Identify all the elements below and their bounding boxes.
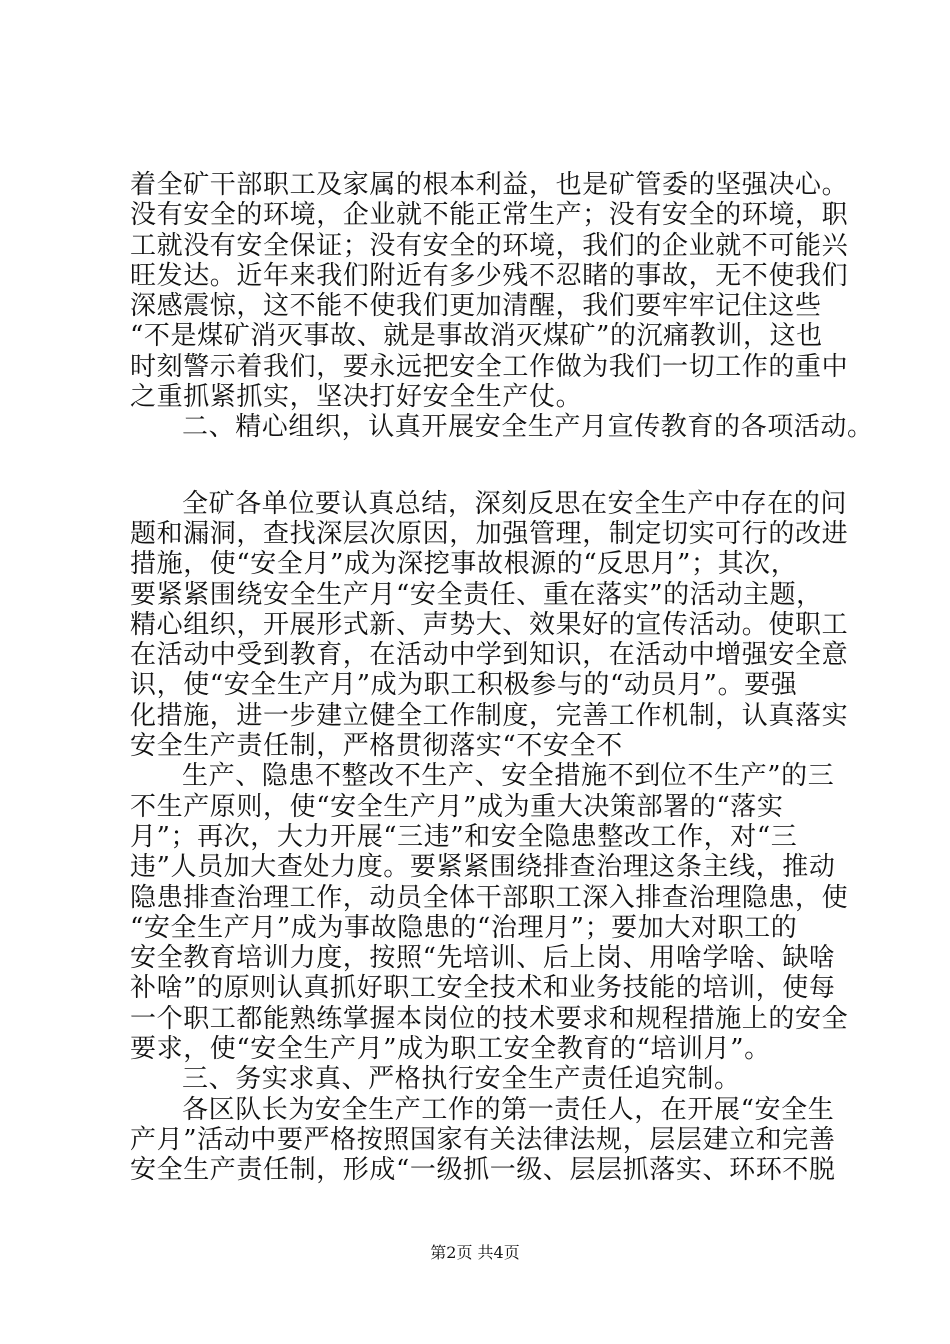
text-line: 旺发达。近年来我们附近有多少残不忍睹的事故，无不使我们	[130, 260, 849, 291]
text-line: 在活动中受到教育，在活动中学到知识，在活动中增强安全意	[130, 640, 849, 671]
text-line: 不生产原则，使“安全生产月”成为重大决策部署的“落实	[130, 791, 784, 822]
text-line: 精心组织，开展形式新、声势大、效果好的宣传活动。使职工	[130, 609, 849, 640]
text-line: “不是煤矿消灭事故、就是事故消灭煤矿”的沉痛教训，这也	[130, 321, 823, 352]
text-line: 要求，使“安全生产月”成为职工安全教育的“培训月”。	[130, 1034, 771, 1065]
text-line: 生产、隐患不整改不生产、安全措施不到位不生产”的三	[182, 761, 835, 792]
text-line: 全矿各单位要认真总结，深刻反思在安全生产中存在的问	[182, 488, 848, 519]
text-line: 安全教育培训力度，按照“先培训、后上岗、用啥学啥、缺啥	[130, 943, 836, 974]
section-heading-3: 三、务实求真、严格执行安全生产责任追究制。	[182, 1064, 741, 1095]
text-line: 没有安全的环境，企业就不能正常生产；没有安全的环境，职	[130, 200, 849, 231]
text-line: 深感震惊，这不能不使我们更加清醒，我们要牢牢记住这些	[130, 291, 822, 322]
text-line: 题和漏洞，查找深层次原因，加强管理，制定切实可行的改进	[130, 518, 849, 549]
text-line: 措施，使“安全月”成为深挖事故根源的“反思月”；其次，	[130, 549, 798, 580]
text-line: 之重抓紧抓实，坚决打好安全生产仗。	[130, 382, 583, 413]
paragraph-3	[130, 761, 849, 1065]
text-line: 安全生产责任制，形成“一级抓一级、层层抓落实、环环不脱	[130, 1155, 836, 1186]
text-line: 识，使“安全生产月”成为职工积极参与的“动员月”。要强	[130, 670, 798, 701]
text-line: 工就没有安全保证；没有安全的环境，我们的企业就不可能兴	[130, 230, 849, 261]
text-line: 月”；再次，大力开展“三违”和安全隐患整改工作，对“三	[130, 821, 798, 852]
page-footer	[0, 1243, 950, 1263]
paragraph-gap	[130, 443, 830, 489]
paragraph-1	[130, 170, 849, 413]
text-line: 产月”活动中要严格按照国家有关法律法规，层层建立和完善	[130, 1124, 836, 1155]
text-line: “安全生产月”成为事故隐患的“治理月”；要加大对职工的	[130, 912, 798, 943]
text-line: 安全生产责任制，严格贯彻落实“不安全不	[130, 731, 623, 762]
paragraph-4	[130, 1094, 836, 1186]
document-body	[130, 170, 874, 1186]
text-line: 化措施，进一步建立健全工作制度，完善工作机制，认真落实	[130, 700, 849, 731]
section-heading-2: 二、精心组织，认真开展安全生产月宣传教育的各项活动。	[182, 412, 874, 443]
page-number-label: 第2页 共4页	[430, 1243, 520, 1262]
text-line: 着全矿干部职工及家属的根本利益，也是矿管委的坚强决心。	[130, 170, 849, 200]
paragraph-2	[130, 488, 849, 762]
text-line: 一个职工都能熟练掌握本岗位的技术要求和规程措施上的安全	[130, 1003, 849, 1034]
text-line: 各区队长为安全生产工作的第一责任人，在开展“安全生	[182, 1094, 835, 1125]
text-line: 时刻警示着我们，要永远把安全工作做为我们一切工作的重中	[130, 351, 849, 382]
text-line: 补啥”的原则认真抓好职工安全技术和业务技能的培训，使每	[130, 973, 836, 1004]
text-line: 隐患排查治理工作，动员全体干部职工深入排查治理隐患，使	[130, 882, 849, 913]
text-line: 违”人员加大查处力度。要紧紧围绕排查治理这条主线，推动	[130, 852, 836, 883]
text-line: 要紧紧围绕安全生产月“安全责任、重在落实”的活动主题，	[130, 579, 823, 610]
